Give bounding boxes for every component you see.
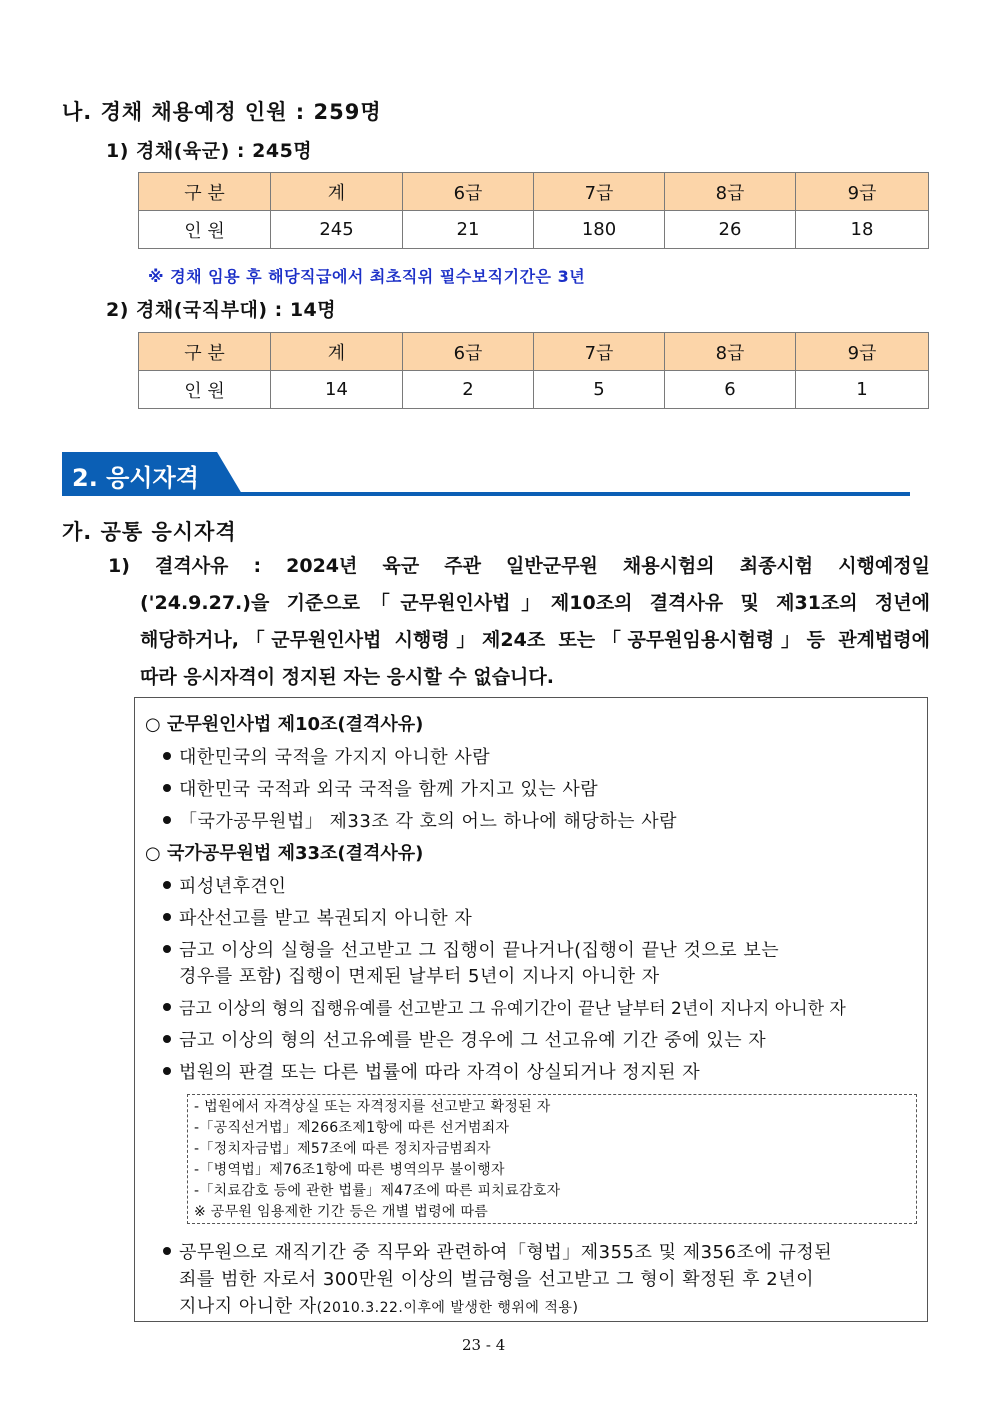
bullet-icon xyxy=(163,881,171,889)
disqualification-paragraph xyxy=(108,548,930,696)
table-header-cell: 7급 xyxy=(534,333,665,371)
paragraph-line: 1) 결격사유 : 2024년 육군 주관 일반군무원 채용시험의 최종시험 시행예정일 xyxy=(108,555,930,577)
table-header-cell: 구 분 xyxy=(139,173,271,211)
list-item: 금고 이상의 실형을 선고받고 그 집행이 끝나거나(집행이 끝난 것으로 보는 xyxy=(163,936,779,962)
bullet-icon xyxy=(163,913,171,921)
law-excerpt-box xyxy=(134,697,928,1322)
detail-line: -「공직선거법」제266조제1항에 따른 선거범죄자 xyxy=(194,1120,510,1136)
bullet-icon xyxy=(163,1035,171,1043)
list-item: 대한민국의 국적을 가지지 아니한 사람 xyxy=(163,743,490,769)
table-header-cell: 9급 xyxy=(796,173,929,211)
table-cell: 245 xyxy=(271,211,403,249)
table-cell: 21 xyxy=(403,211,534,249)
table-cell: 180 xyxy=(534,211,665,249)
note-assignment-period: ※ 경채 임용 후 해당직급에서 최초직위 필수보직기간은 3년 xyxy=(148,267,586,286)
subheading-mnd-units: 2) 경채(국직부대) : 14명 xyxy=(106,299,337,321)
list-item-continuation: 지나지 아니한 자(2010.3.22.이후에 발생한 행위에 적용) xyxy=(179,1296,579,1317)
table-cell: 18 xyxy=(796,211,929,249)
page-number: 23 - 4 xyxy=(462,1336,506,1354)
subheading-army: 1) 경채(육군) : 245명 xyxy=(106,140,313,162)
applicability-note: (2010.3.22.이후에 발생한 행위에 적용) xyxy=(316,1300,579,1316)
section-heading-recruitment: 나. 경채 채용예정 인원 : 259명 xyxy=(62,100,382,124)
table-cell: 인 원 xyxy=(139,211,271,249)
paragraph-line: 따라 응시자격이 정지된 자는 응시할 수 없습니다. xyxy=(140,666,554,688)
table-cell: 2 xyxy=(403,371,534,409)
mnd-recruit-table xyxy=(138,332,929,409)
detail-line: -「치료감호 등에 관한 법률」제47조에 따른 피치료감호자 xyxy=(194,1183,561,1199)
paragraph-line: 해당하거나,「군무원인사법 시행령」제24조 또는「공무원임용시험령」등 관계법령에 xyxy=(140,629,930,651)
table-row xyxy=(139,211,929,249)
list-item: 대한민국 국적과 외국 국적을 함께 가지고 있는 사람 xyxy=(163,775,598,801)
detail-line: ※ 공무원 임용제한 기간 등은 개별 법령에 따름 xyxy=(194,1204,489,1220)
table-header-cell: 7급 xyxy=(534,173,665,211)
table-cell: 14 xyxy=(271,371,403,409)
list-item: 파산선고를 받고 복권되지 아니한 자 xyxy=(163,904,472,930)
bullet-icon xyxy=(163,1247,171,1255)
table-header-cell: 6급 xyxy=(403,173,534,211)
section-title: 2. 응시자격 xyxy=(72,464,199,492)
table-header-cell: 계 xyxy=(271,173,403,211)
law1-title: ○ 군무원인사법 제10조(결격사유) xyxy=(145,714,424,735)
bullet-icon xyxy=(163,816,171,824)
bullet-icon xyxy=(163,1067,171,1075)
table-cell: 1 xyxy=(796,371,929,409)
detail-line: - 법원에서 자격상실 또는 자격정지를 선고받고 확정된 자 xyxy=(194,1099,551,1115)
detail-line: -「정치자금법」제57조에 따른 정치자금범죄자 xyxy=(194,1141,491,1157)
table-cell: 26 xyxy=(665,211,796,249)
table-header-cell: 8급 xyxy=(665,333,796,371)
bullet-icon xyxy=(163,1003,171,1011)
table-cell: 6 xyxy=(665,371,796,409)
list-item: 「국가공무원법」 제33조 각 호의 어느 하나에 해당하는 사람 xyxy=(163,807,677,833)
detail-line: -「병역법」제76조1항에 따른 병역의무 불이행자 xyxy=(194,1162,505,1178)
army-recruit-table xyxy=(138,172,929,249)
section-underline xyxy=(62,492,910,496)
list-item: 법원의 판결 또는 다른 법률에 따라 자격이 상실되거나 정지된 자 xyxy=(163,1058,700,1084)
list-item: 금고 이상의 형의 선고유예를 받은 경우에 그 선고유예 기간 중에 있는 자 xyxy=(163,1026,766,1052)
table-header-row xyxy=(139,333,929,371)
table-header-row xyxy=(139,173,929,211)
list-item: 피성년후견인 xyxy=(163,872,286,898)
list-item-continuation: 경우를 포함) 집행이 면제된 날부터 5년이 지나지 아니한 자 xyxy=(179,966,660,987)
subheading-common-qualification: 가. 공통 응시자격 xyxy=(62,520,237,544)
table-header-cell: 6급 xyxy=(403,333,534,371)
law2-title: ○ 국가공무원법 제33조(결격사유) xyxy=(145,843,424,864)
list-item-continuation: 죄를 범한 자로서 300만원 이상의 벌금형을 선고받고 그 형이 확정된 후 2년이 xyxy=(179,1269,814,1290)
list-item: 금고 이상의 형의 집행유예를 선고받고 그 유예기간이 끝난 날부터 2년이 지나지 아니한 자 xyxy=(163,994,846,1019)
list-item: 공무원으로 재직기간 중 직무와 관련하여「형법」제355조 및 제356조에 규정된 xyxy=(163,1238,832,1264)
table-cell: 5 xyxy=(534,371,665,409)
table-header-cell: 8급 xyxy=(665,173,796,211)
section-banner xyxy=(62,452,912,498)
table-header-cell: 구 분 xyxy=(139,333,271,371)
bullet-icon xyxy=(163,945,171,953)
table-header-cell: 계 xyxy=(271,333,403,371)
bullet-icon xyxy=(163,752,171,760)
table-cell: 인 원 xyxy=(139,371,271,409)
detail-dashed-box xyxy=(187,1094,917,1224)
paragraph-line: ('24.9.27.)을 기준으로「군무원인사법」제10조의 결격사유 및 제31조의 정년에 xyxy=(140,592,930,614)
bullet-icon xyxy=(163,784,171,792)
table-header-cell: 9급 xyxy=(796,333,929,371)
table-row xyxy=(139,371,929,409)
